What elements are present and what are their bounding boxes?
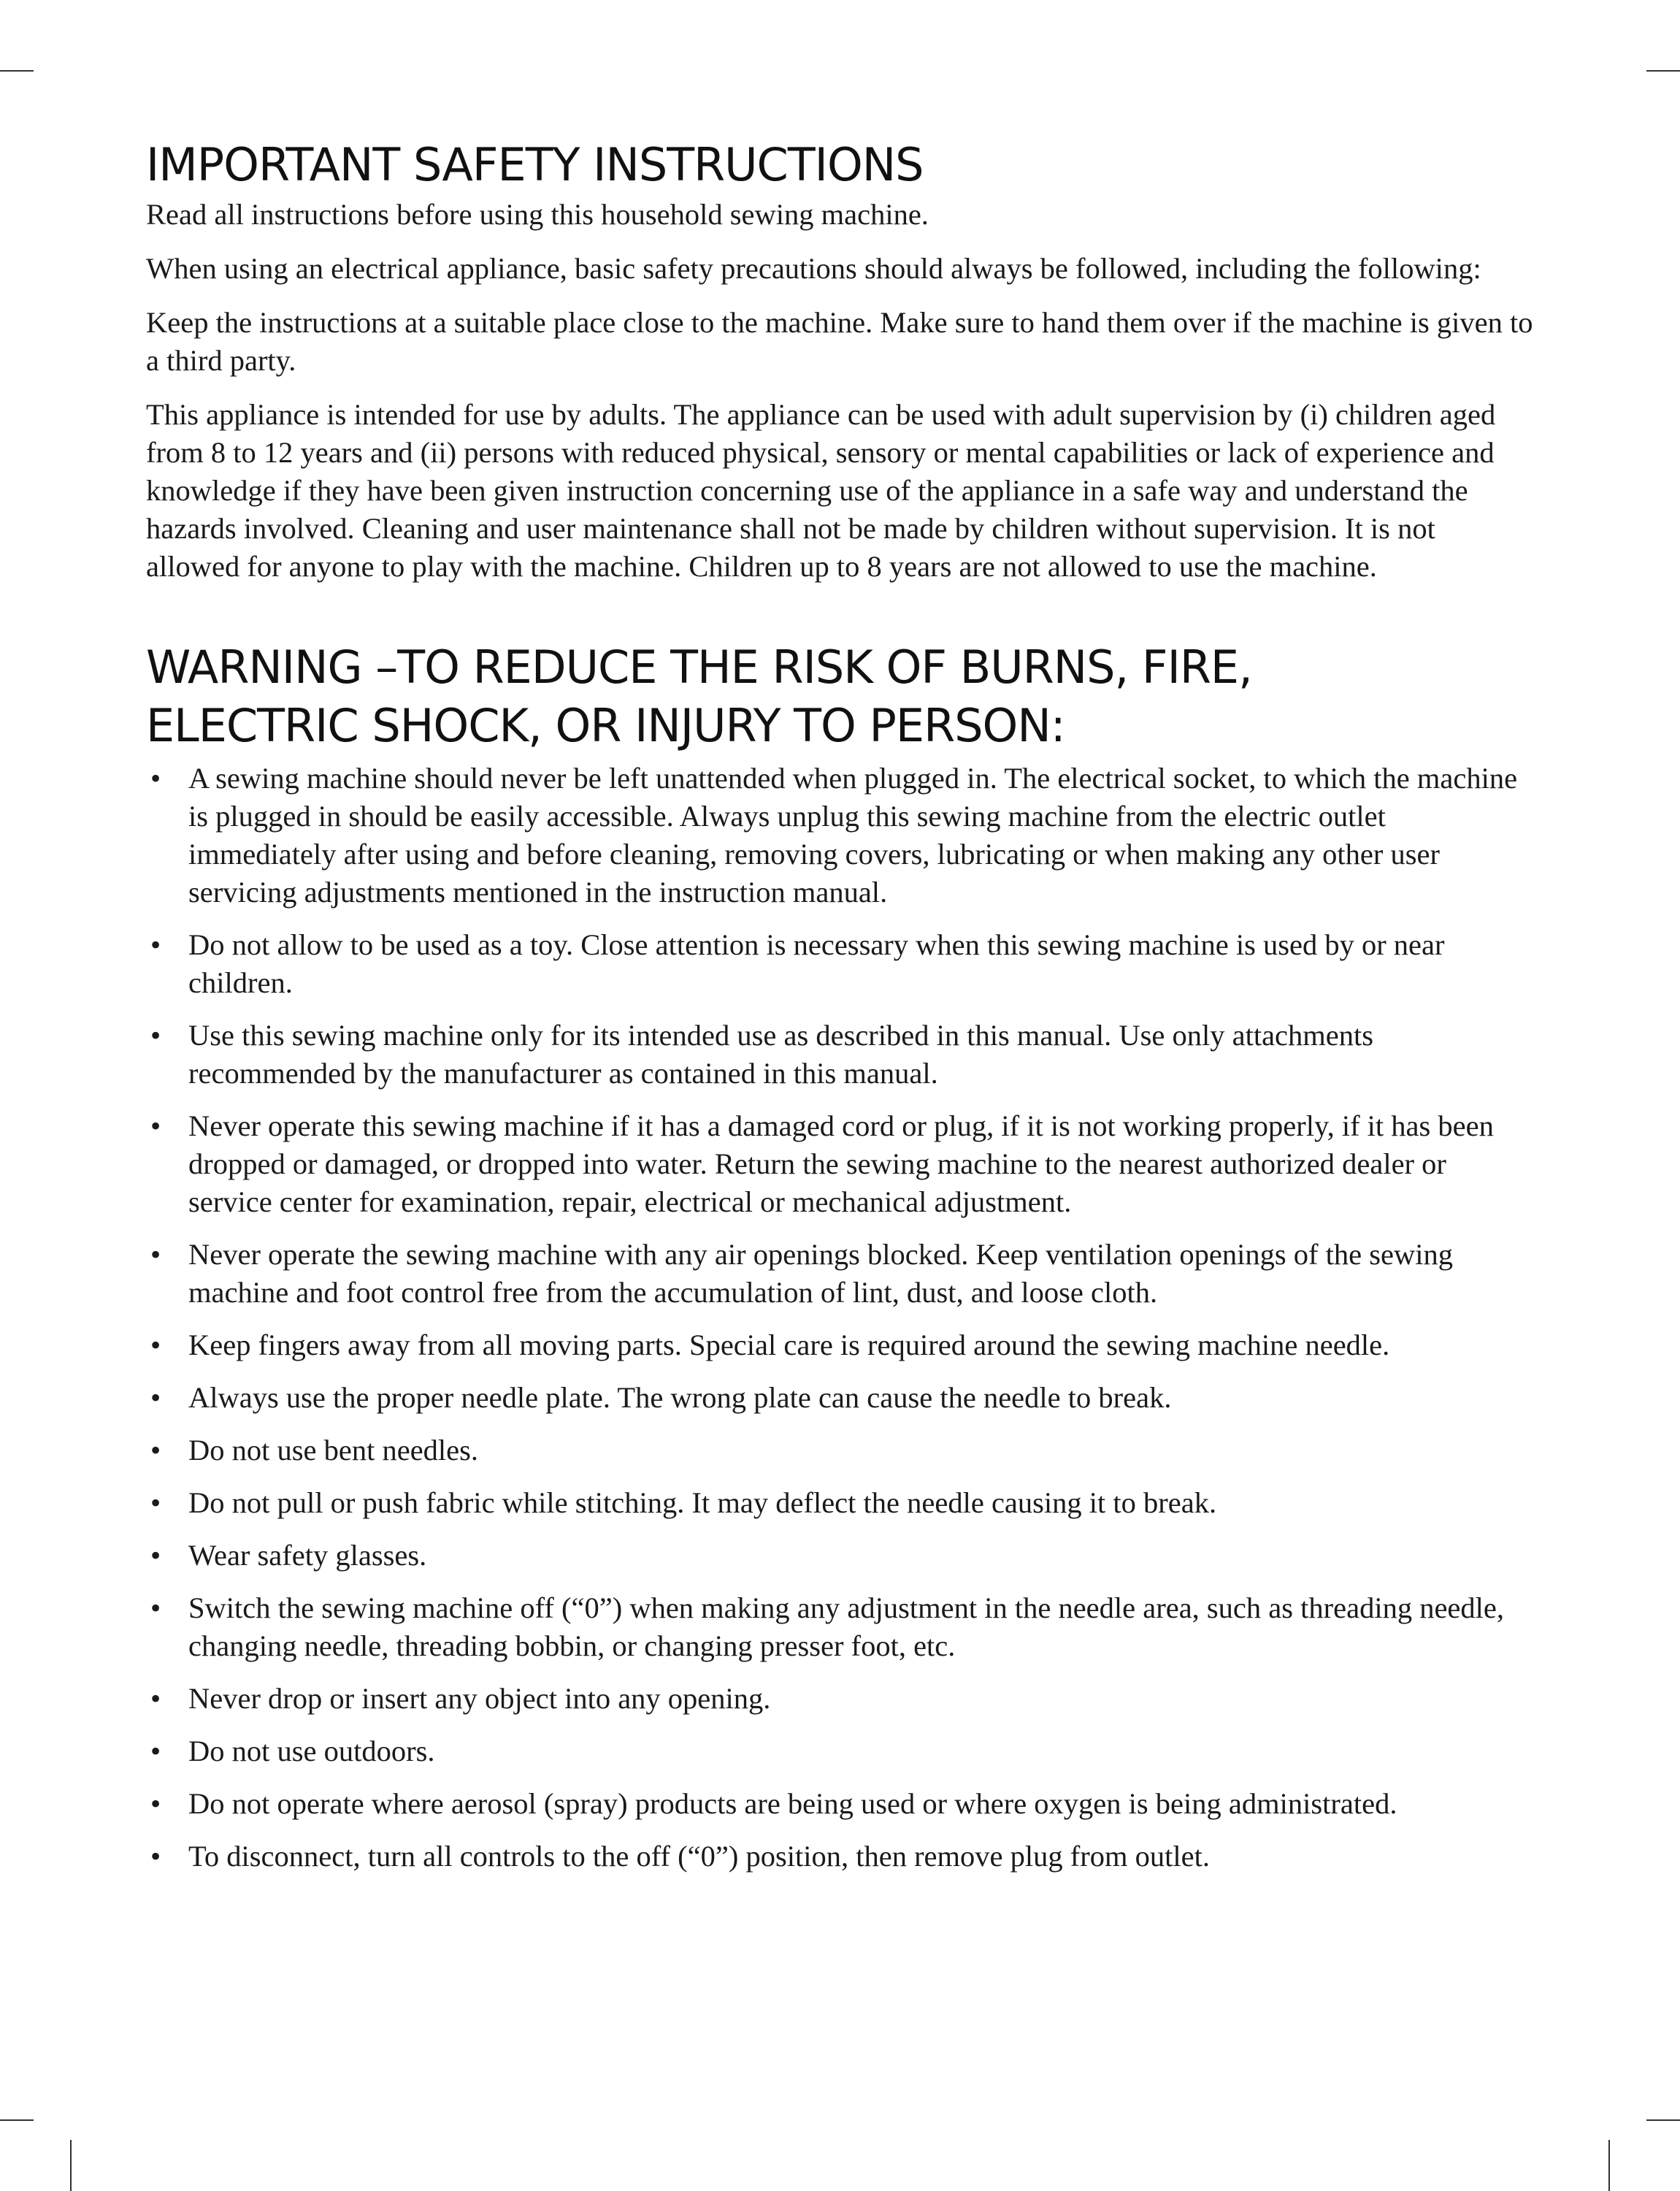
crop-mark-bottom-right-vertical bbox=[1608, 2140, 1610, 2191]
list-item bbox=[146, 1785, 1533, 1823]
list-item bbox=[146, 1838, 1533, 1875]
crop-mark-top-right bbox=[1646, 70, 1680, 72]
bullet-icon: • bbox=[150, 1735, 161, 1767]
crop-mark-bottom-right bbox=[1646, 2119, 1680, 2121]
list-item-text: A sewing machine should never be left unattended when plugged in. The electrical socket, to which the machine is plugged in should be easily accessible. Always unplug this sewing machine from the electric outlet immediately after using and before cleaning, removing covers, lubricating or when making any other user servicing adjustments mentioned in the instruction manual. bbox=[188, 762, 1518, 909]
list-item-text: Do not operate where aerosol (spray) products are being used or where oxygen is being administrated. bbox=[188, 1787, 1397, 1820]
bullet-icon: • bbox=[150, 1328, 161, 1361]
bullet-icon: • bbox=[150, 762, 161, 795]
crop-mark-bottom-left bbox=[0, 2119, 34, 2121]
list-item-text: Do not use bent needles. bbox=[188, 1434, 479, 1467]
warning-list bbox=[146, 760, 1533, 1875]
list-item-text: Never drop or insert any object into any opening. bbox=[188, 1682, 771, 1715]
list-item-text: Never operate this sewing machine if it has a damaged cord or plug, if it is not working properly, if it has been dropped or damaged, or dropped into water. Return the sewing machine to the nearest authorized dealer or service center for examination, repair, electrical or mechanical adjustment. bbox=[188, 1109, 1494, 1218]
list-item-text: Switch the sewing machine off (“0”) when making any adjustment in the needle area, such as threading needle, changing needle, threading bobbin, or changing presser foot, etc. bbox=[188, 1591, 1505, 1662]
list-item-text: Wear safety glasses. bbox=[188, 1539, 427, 1572]
bullet-icon: • bbox=[150, 1434, 161, 1467]
list-item-text: Do not pull or push fabric while stitching. It may deflect the needle causing it to break. bbox=[188, 1486, 1217, 1519]
bullet-icon: • bbox=[150, 1486, 161, 1519]
list-item bbox=[146, 1537, 1533, 1575]
list-item-text: Always use the proper needle plate. The wrong plate can cause the needle to break. bbox=[188, 1381, 1172, 1414]
precautions-paragraph: When using an electrical appliance, basic safety precautions should always be followed, including the following: bbox=[146, 252, 1481, 285]
list-item-text: To disconnect, turn all controls to the off (“0”) position, then remove plug from outlet. bbox=[188, 1840, 1210, 1873]
list-item bbox=[146, 1017, 1533, 1093]
keep-instructions-paragraph: Keep the instructions at a suitable place close to the machine. Make sure to hand them over if the machine is given to a third party. bbox=[146, 306, 1533, 377]
list-item bbox=[146, 1236, 1533, 1312]
list-item bbox=[146, 1431, 1533, 1469]
warning-title-line-1: WARNING –TO REDUCE THE RISK OF BURNS, FIRE, bbox=[146, 641, 1252, 694]
list-item-text: Keep fingers away from all moving parts. Special care is required around the sewing machine needle. bbox=[188, 1328, 1390, 1361]
crop-mark-top-left bbox=[0, 70, 34, 72]
warning-title bbox=[146, 638, 1533, 755]
list-item-text: Do not allow to be used as a toy. Close attention is necessary when this sewing machine is used by or near children. bbox=[188, 928, 1445, 999]
list-item bbox=[146, 926, 1533, 1002]
intended-use-paragraph: This appliance is intended for use by adults. The appliance can be used with adult supervision by (i) children aged from 8 to 12 years and (ii) persons with reduced physical, sensory or mental capabilities or lack of experience and knowledge if they have been given instruction concerning use of the appliance in a safe way and understand the hazards involved. Cleaning and user maintenance shall not be made by children without supervision. It is not allowed for anyone to play with the machine. Children up to 8 years are not allowed to use the machine. bbox=[146, 398, 1496, 583]
bullet-icon: • bbox=[150, 1539, 161, 1572]
list-item-text: Do not use outdoors. bbox=[188, 1735, 435, 1767]
bullet-icon: • bbox=[150, 1682, 161, 1715]
list-item bbox=[146, 1326, 1533, 1364]
bullet-icon: • bbox=[150, 1840, 161, 1873]
list-item bbox=[146, 1589, 1533, 1665]
list-item bbox=[146, 1732, 1533, 1770]
page-content bbox=[146, 136, 1533, 1890]
list-item bbox=[146, 1379, 1533, 1417]
bullet-icon: • bbox=[150, 1238, 161, 1271]
list-item bbox=[146, 760, 1533, 911]
bullet-icon: • bbox=[150, 1019, 161, 1052]
bullet-icon: • bbox=[150, 1591, 161, 1624]
list-item bbox=[146, 1484, 1533, 1522]
list-item bbox=[146, 1680, 1533, 1718]
list-item-text: Never operate the sewing machine with any air openings blocked. Keep ventilation openings of the sewing machine and foot control free from the accumulation of lint, dust, and loose cloth. bbox=[188, 1238, 1453, 1309]
warning-title-line-2: ELECTRIC SHOCK, OR INJURY TO PERSON: bbox=[146, 699, 1065, 752]
intro-paragraph: Read all instructions before using this household sewing machine. bbox=[146, 198, 929, 231]
bullet-icon: • bbox=[150, 1109, 161, 1142]
bullet-icon: • bbox=[150, 1381, 161, 1414]
bullet-icon: • bbox=[150, 928, 161, 961]
list-item bbox=[146, 1107, 1533, 1221]
list-item-text: Use this sewing machine only for its intended use as described in this manual. Use only attachments recommended by the manufacturer as contained in this manual. bbox=[188, 1019, 1374, 1090]
safety-instructions-title: IMPORTANT SAFETY INSTRUCTIONS bbox=[146, 138, 924, 191]
bullet-icon: • bbox=[150, 1787, 161, 1820]
crop-mark-bottom-left-vertical bbox=[70, 2140, 72, 2191]
